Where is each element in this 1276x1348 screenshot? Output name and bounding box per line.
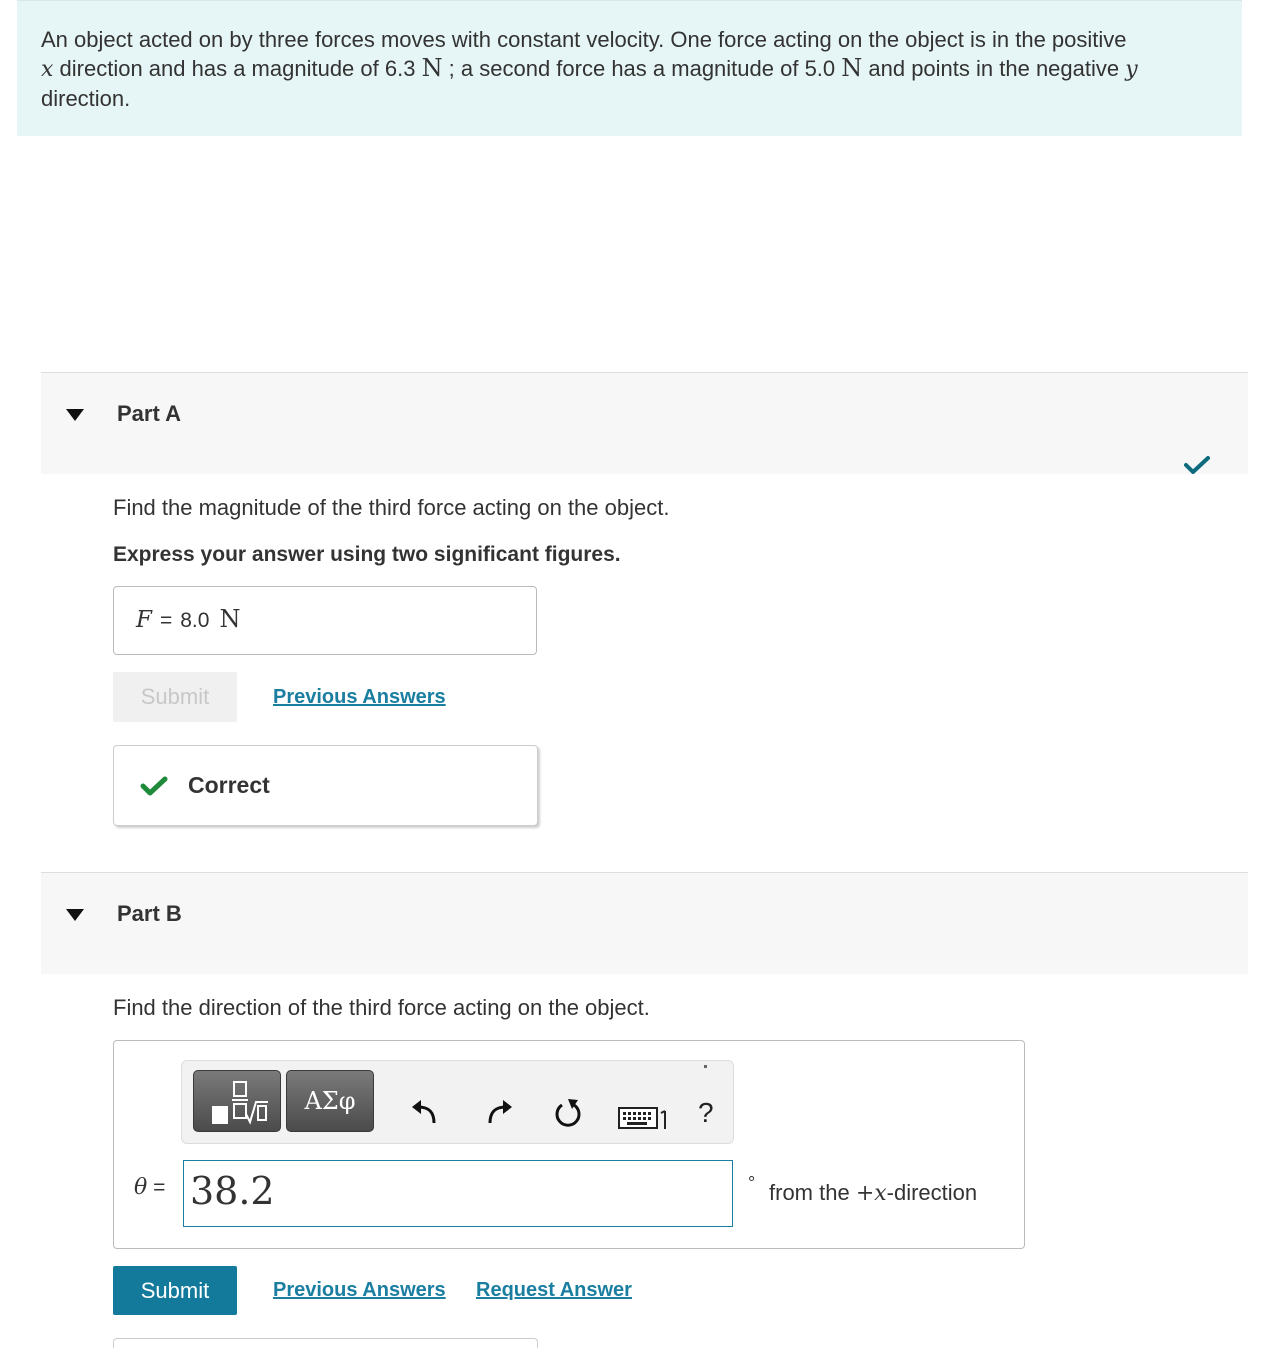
- unit-newton-1: N: [421, 54, 443, 82]
- theta-answer-input[interactable]: 38.2: [183, 1160, 733, 1227]
- problem-line-1: [41, 25, 1218, 54]
- problem-line-2: [41, 54, 1218, 84]
- x-variable: x: [41, 57, 54, 82]
- theta-equals: =: [153, 1176, 166, 1199]
- problem-text-4: and points in the negative: [862, 56, 1126, 81]
- equals-sign: =: [159, 609, 173, 632]
- collapse-caret-icon[interactable]: [66, 409, 84, 421]
- problem-text-5: direction.: [41, 86, 131, 111]
- part-complete-check-icon: [1184, 455, 1210, 475]
- feedback-correct-label: Correct: [188, 772, 270, 798]
- suffix-math: +x: [855, 1181, 887, 1206]
- fraction-sqrt-icon: [210, 1080, 270, 1126]
- reset-icon[interactable]: [552, 1097, 584, 1131]
- request-answer-link[interactable]: Request Answer: [476, 1279, 632, 1301]
- problem-statement: [17, 0, 1242, 136]
- undo-icon[interactable]: [410, 1097, 440, 1127]
- part-a-header[interactable]: [41, 372, 1248, 474]
- theta-label: [134, 1175, 165, 1200]
- problem-text-1: An object acted on by three forces moves with constant velocity. One force acting on the object is in the positive: [41, 27, 1127, 52]
- math-toolbar: [181, 1060, 734, 1144]
- redo-icon[interactable]: [484, 1097, 514, 1127]
- part-b-previous-answers-link[interactable]: Previous Answers: [273, 1279, 446, 1301]
- direction-suffix: [769, 1180, 977, 1206]
- math-editor: [113, 1040, 1025, 1249]
- part-b-question: Find the direction of the third force acting on the object.: [113, 995, 650, 1020]
- next-feedback-box: [113, 1338, 538, 1348]
- degree-symbol: °: [748, 1173, 756, 1193]
- greek-symbols-button[interactable]: [286, 1070, 374, 1132]
- y-variable: y: [1125, 57, 1138, 82]
- collapse-caret-icon[interactable]: [66, 909, 84, 921]
- suffix-pre: from the: [769, 1180, 856, 1205]
- greek-symbols-label: ΑΣφ: [304, 1087, 356, 1115]
- part-b-submit-button[interactable]: Submit: [113, 1266, 237, 1315]
- problem-text-2: direction and has a magnitude of 6.3: [53, 56, 422, 81]
- part-b-title: Part B: [117, 901, 182, 926]
- problem-text-3: ; a second force has a magnitude of 5.0: [442, 56, 842, 81]
- answer-value: 8.0: [180, 609, 210, 632]
- part-a-submit-button[interactable]: Submit: [113, 672, 237, 722]
- part-a-previous-answers-link[interactable]: Previous Answers: [273, 686, 446, 708]
- help-button[interactable]: ?: [698, 1097, 714, 1128]
- correct-check-icon: [140, 775, 168, 797]
- toolbar-dot: [704, 1065, 707, 1068]
- part-a-title: Part A: [117, 401, 181, 426]
- problem-line-3: [41, 84, 1218, 113]
- theta-variable: θ: [134, 1175, 148, 1200]
- part-a-feedback: [113, 745, 538, 826]
- part-a-instruction: Express your answer using two significant figures.: [113, 543, 621, 566]
- answer-unit: N: [219, 605, 241, 633]
- templates-button[interactable]: [193, 1070, 281, 1132]
- answer-variable: F: [136, 607, 152, 633]
- keyboard-icon[interactable]: [618, 1105, 670, 1131]
- part-a-answer-display: [113, 586, 537, 655]
- part-b-header[interactable]: [41, 872, 1248, 974]
- suffix-post: -direction: [886, 1180, 978, 1205]
- unit-newton-2: N: [841, 54, 863, 82]
- part-a-question: Find the magnitude of the third force acting on the object.: [113, 495, 670, 520]
